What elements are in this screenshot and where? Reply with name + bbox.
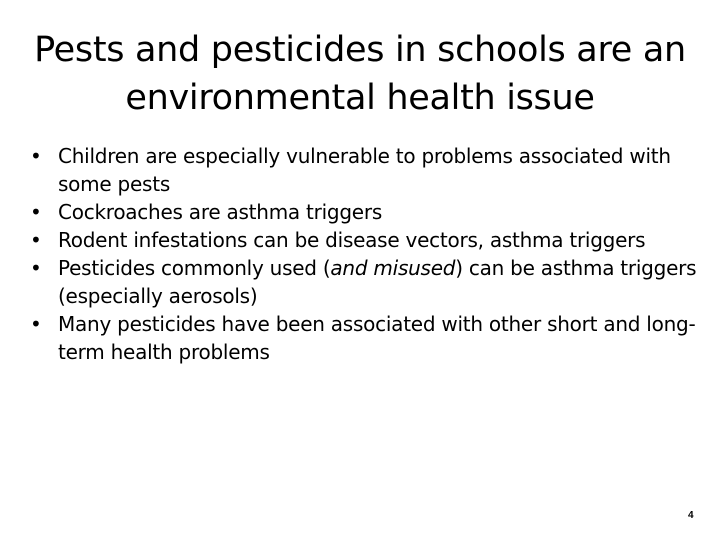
bullet-item-rodents: [30, 226, 720, 254]
bullet-item-children: [30, 142, 720, 198]
bullet-list: [30, 142, 720, 366]
bullet-dot-icon: •: [30, 228, 42, 252]
bullet-item-health-problems: [30, 310, 720, 366]
bullet-text-italic: and misused: [330, 256, 456, 280]
bullet-dot-icon: •: [30, 312, 42, 336]
bullet-item-cockroaches: [30, 198, 720, 226]
bullet-dot-icon: •: [30, 256, 42, 280]
slide-title-line-1: Pests and pesticides in schools are an: [34, 30, 686, 70]
bullet-item-pesticides: [30, 254, 720, 310]
bullet-text: Many pesticides have been associated with other short and long-term health problems: [58, 312, 696, 364]
slide-title: [20, 26, 700, 122]
bullet-dot-icon: •: [30, 200, 42, 224]
bullet-text: Children are especially vulnerable to problems associated with some pests: [58, 144, 671, 196]
bullet-text: Cockroaches are asthma triggers: [58, 200, 383, 224]
page-number: 4: [688, 510, 694, 521]
bullet-text-start: Pesticides commonly used (: [58, 256, 331, 280]
bullet-text-end: ) can be asthma triggers (especially aerosols): [58, 256, 697, 308]
slide-title-line-2: environmental health issue: [125, 78, 595, 118]
bullet-text: Rodent infestations can be disease vectors, asthma triggers: [58, 228, 646, 252]
bullet-dot-icon: •: [30, 144, 42, 168]
